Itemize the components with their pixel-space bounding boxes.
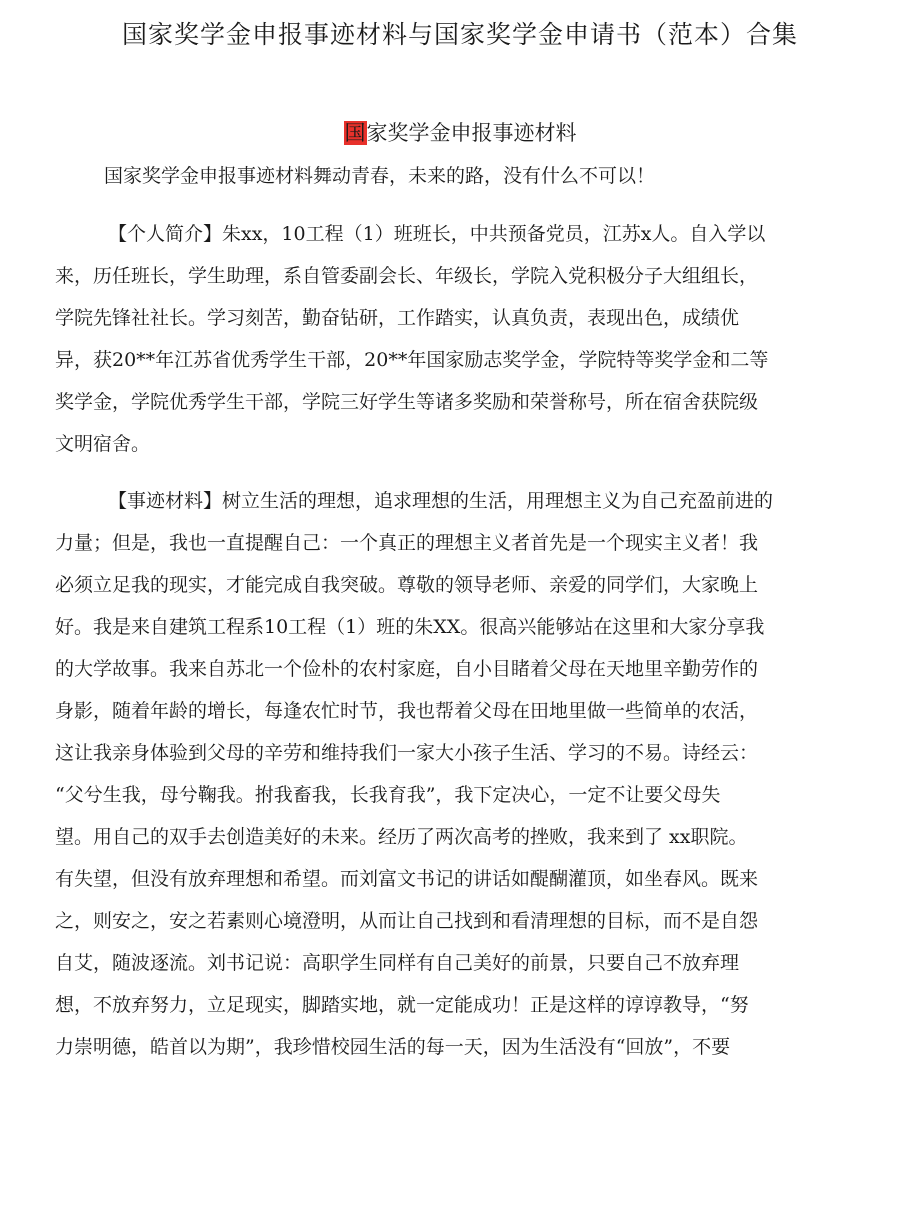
paragraph-line: 【个人简介】朱xx，10工程（1）班班长，中共预备党员，江苏x人。自入学以 [108,223,766,245]
paragraph-line: 文明宿舍。 [55,433,151,455]
profile-paragraph [55,213,855,465]
paragraph-line: 自艾，随波逐流。刘书记说：高职学生同样有自己美好的前景，只要自己不放弃理 [55,952,740,974]
paragraph-line: 之，则安之，安之若素则心境澄明，从而让自己找到和看清理想的目标，而不是自怨 [55,910,759,932]
paragraph-line: 必须立足我的现实，才能完成自我突破。尊敬的领导老师、亲爱的同学们，大家晚上 [55,574,759,596]
paragraph-line: “父兮生我，母兮鞠我。拊我畜我，长我育我”，我下定决心，一定不让要父母失 [55,784,721,806]
paragraph-line: 来，历任班长，学生助理，系自管委副会长、年级长，学院入党积极分子大组组长， [55,265,759,287]
section-title-text: 家奖学金申报事迹材料 [366,121,577,145]
paragraph-line: 力量；但是，我也一直提醒自己：一个真正的理想主义者首先是一个现实主义者！我 [55,532,759,554]
paragraph-line: 奖学金，学院优秀学生干部，学院三好学生等诸多奖励和荣誉称号，所在宿舍获院级 [55,391,759,413]
paragraph-line: 有失望，但没有放弃理想和希望。而刘富文书记的讲话如醍醐灌顶，如坐春风。既来 [55,868,759,890]
paragraph-line: 望。用自己的双手去创造美好的未来。经历了两次高考的挫败，我来到了 xx职院。 [55,826,748,848]
paragraph-line: 【事迹材料】树立生活的理想，追求理想的生活，用理想主义为自己充盈前进的 [108,490,774,512]
paragraph-line: 身影，随着年龄的增长，每逢农忙时节，我也帮着父母在田地里做一些简单的农活， [55,700,759,722]
paragraph-line: 力崇明德，皓首以为期”，我珍惜校园生活的每一天，因为生活没有“回放”，不要 [55,1036,731,1058]
motto-line: 国家奖学金申报事迹材料舞动青春，未来的路，没有什么不可以！ [104,165,656,187]
section-title [0,118,920,148]
paragraph-line: 这让我亲身体验到父母的辛劳和维持我们一家大小孩子生活、学习的不易。诗经云： [55,742,759,764]
document-title: 国家奖学金申报事迹材料与国家奖学金申请书（范本）合集 [121,20,798,49]
section-title-highlight-char: 国 [344,121,366,145]
paragraph-line: 异，获20**年江苏省优秀学生干部，20**年国家励志奖学金，学院特等奖学金和二等 [55,349,769,371]
paragraph-line: 想，不放弃努力，立足现实，脚踏实地，就一定能成功！正是这样的谆谆教导，“努 [55,994,749,1016]
deeds-paragraph [55,480,855,1068]
paragraph-line: 学院先锋社社长。学习刻苦，勤奋钻研，工作踏实，认真负责，表现出色，成绩优 [55,307,740,329]
paragraph-line: 好。我是来自建筑工程系10工程（1）班的朱XX。很高兴能够站在这里和大家分享我 [55,616,765,638]
paragraph-line: 的大学故事。我来自苏北一个俭朴的农村家庭，自小目睹着父母在天地里辛勤劳作的 [55,658,759,680]
